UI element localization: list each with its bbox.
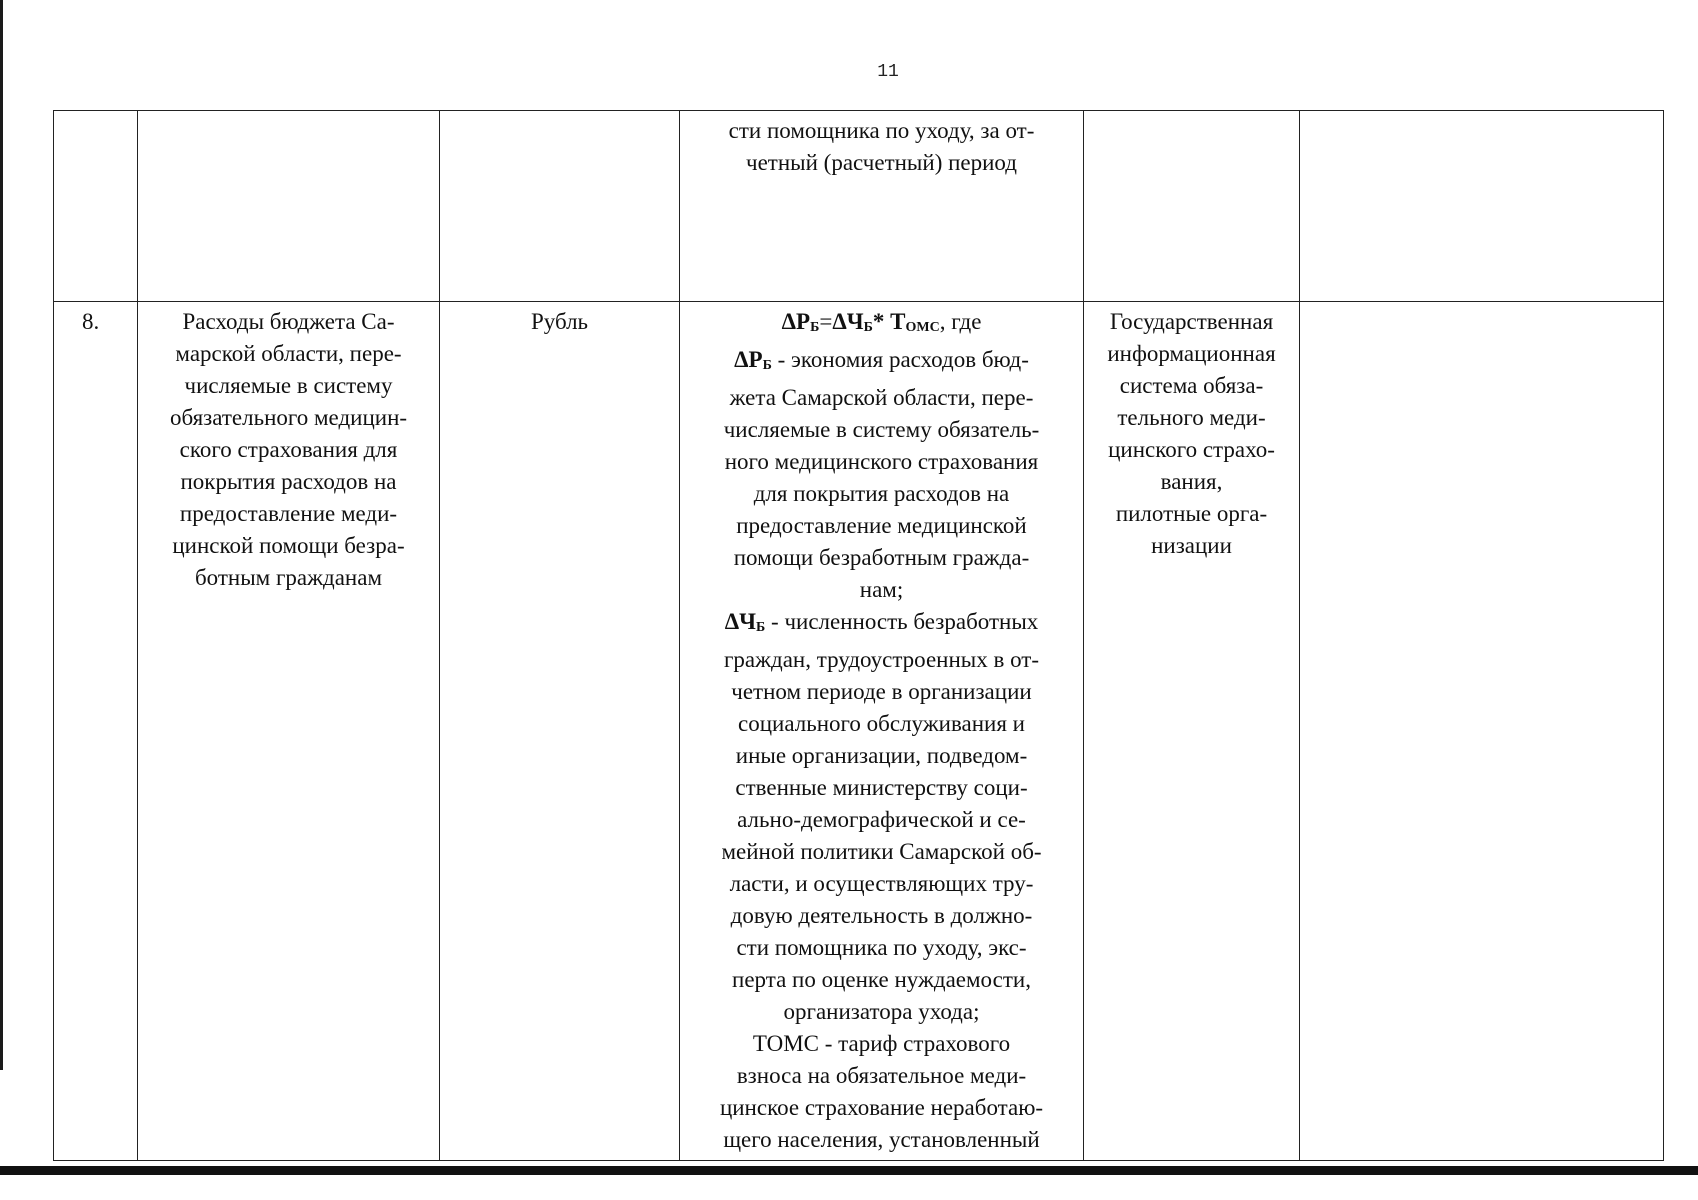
cell-source-empty (1084, 111, 1300, 302)
text-line: четный (расчетный) период (746, 150, 1017, 175)
text-line: ально-демографической и се- (737, 807, 1026, 832)
text-line: социального обслуживания и (738, 711, 1025, 736)
cell-method-continuation (680, 111, 1084, 302)
text-line: тельного меди- (1117, 405, 1266, 430)
text-line: цинской помощи безра- (172, 533, 405, 558)
text-line: предоставление медицинской (736, 513, 1027, 538)
formula-rhs-sub: Б (863, 320, 873, 335)
text-line: довую деятельность в должно- (730, 903, 1033, 928)
formula-lhs-sub: Б (810, 320, 820, 335)
text-line: Государственная (1109, 309, 1274, 334)
scan-bottom-bar (0, 1166, 1698, 1175)
text-line: пилотные орга- (1115, 501, 1268, 526)
def-1-text: экономия расходов бюд- (791, 347, 1029, 372)
formula-lhs-symbol: ΔР (781, 309, 811, 334)
def-2-text: численность безработных (784, 609, 1039, 634)
cell-indicator-empty (138, 111, 440, 302)
text-line: система обяза- (1119, 373, 1264, 398)
formula-tariff-symbol: Т (890, 309, 906, 334)
def-1-sub: Б (762, 358, 772, 373)
text-line: четном периоде в организации (731, 679, 1032, 704)
text-line: цинского страхо- (1108, 437, 1275, 462)
text-line: мейной политики Самарской об- (721, 839, 1042, 864)
cell-notes-empty (1300, 111, 1664, 302)
formula (684, 306, 1079, 344)
formula-tariff-sub: ОМС (905, 320, 940, 335)
text-line: организатора ухода; (783, 999, 980, 1024)
def-1-symbol: ΔР (734, 347, 763, 372)
formula-rhs-symbol: ΔЧ (832, 309, 864, 334)
text-line: марской области, пере- (175, 341, 402, 366)
text-line: Расходы бюджета Са- (182, 309, 395, 334)
text-line: для покрытия расходов на (753, 481, 1010, 506)
def-2-dash: - (765, 609, 785, 634)
def-2-symbol: ΔЧ (724, 609, 756, 634)
text-line: обязательного медицин- (169, 405, 408, 430)
text-line: информационная (1107, 341, 1276, 366)
text-line: ботным гражданам (194, 565, 383, 590)
scan-left-edge (0, 0, 3, 1070)
cell-number-empty (54, 111, 138, 302)
text-line: иные организации, подведом- (735, 743, 1028, 768)
indicators-table (53, 110, 1664, 1161)
text-line: взноса на обязательное меди- (736, 1063, 1027, 1088)
text-line: вания, (1160, 469, 1223, 494)
definition-2-first-line (684, 606, 1079, 644)
cell-notes (1300, 302, 1664, 1161)
text-line: числяемые в систему (184, 373, 393, 398)
text-line: предоставление меди- (179, 501, 398, 526)
text-line: низации (1151, 533, 1232, 558)
definition-1-first-line (684, 344, 1079, 382)
text-line: ТОМС - тариф страхового (752, 1031, 1011, 1056)
text-line: ного медицинского страхования (724, 449, 1039, 474)
text-line: числяемые в систему обязатель- (723, 417, 1040, 442)
text-line: ского страхования для (179, 437, 398, 462)
cell-unit: Рубль (440, 302, 680, 1161)
cell-row-number: 8. (54, 302, 138, 1161)
cell-indicator-name (138, 302, 440, 1161)
text-line: сти помощника по уходу, экс- (736, 935, 1027, 960)
def-1-dash: - (771, 347, 791, 372)
cell-unit-empty (440, 111, 680, 302)
page-number: 11 (877, 62, 899, 82)
text-line: жета Самарской области, пере- (729, 385, 1034, 410)
def-2-sub: Б (756, 620, 766, 635)
text-line: щего населения, установленный (723, 1127, 1040, 1152)
formula-equals: = (819, 309, 833, 334)
text-line: ласти, и осуществляющих тру- (729, 871, 1034, 896)
text-line: помощи безработным гражда- (733, 545, 1030, 570)
text-line: покрытия расходов на (180, 469, 397, 494)
text-line: нам; (859, 577, 904, 602)
table-row-8 (54, 302, 1664, 1161)
cell-calculation-method (680, 302, 1084, 1161)
text-line: сти помощника по уходу, за от- (728, 118, 1035, 143)
text-line: перта по оценке нуждаемости, (732, 967, 1031, 992)
text-line: ственные министерству соци- (735, 775, 1028, 800)
text-line: граждан, трудоустроенных в от- (723, 647, 1040, 672)
table-row-continuation (54, 111, 1664, 302)
cell-data-source (1084, 302, 1300, 1161)
formula-times: * (872, 309, 885, 334)
text-line: цинское страхование неработаю- (719, 1095, 1044, 1120)
formula-where: , где (939, 309, 982, 334)
